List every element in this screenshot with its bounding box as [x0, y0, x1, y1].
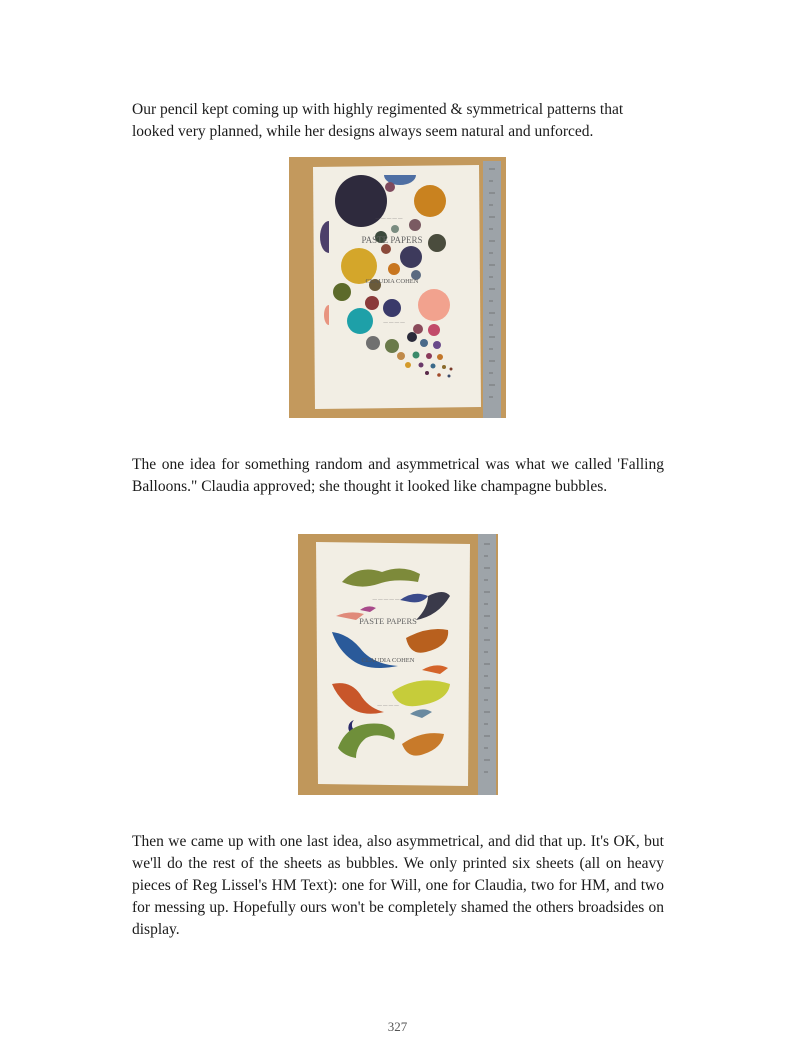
photo-falling-balloons-broadside	[289, 157, 506, 418]
photo-waves-broadside	[298, 534, 498, 795]
poster-title-2: PASTE PAPERS	[359, 616, 417, 626]
svg-text:— — — —: — — — —	[377, 702, 399, 707]
poster-name-2: CLAUDIA COHEN	[361, 657, 415, 664]
page-number: 327	[387, 1019, 408, 1034]
svg-text:— — — —: — — — —	[383, 319, 405, 324]
paragraph-1: Our pencil kept coming up with highly regimented & symmetrical patterns that looked very planned, while her designs always seem natural and unforced.	[132, 101, 624, 140]
poster-name-1: CLAUDIA COHEN	[365, 278, 419, 285]
paragraph-2: The one idea for something random and asymmetrical was what we called 'Falling Balloons." Claudia approved; she thought it looked like champagne bubbles.	[132, 456, 664, 495]
svg-text:— — — — —: — — — — —	[375, 215, 403, 220]
paragraph-3: Then we came up with one last idea, also asymmetrical, and did that up. It's OK, but we'll do the rest of the sheets as bubbles. We only printed six sheets (all on heavy pieces of Reg Lissel's HM Text): one for Will, one for Claudia, two for HM, and two for messing up. Hopefully ours won't be completely shamed the others broadsides on display.	[132, 833, 664, 938]
svg-text:— — — — —: — — — — —	[372, 596, 400, 601]
poster-title-1: PASTE PAPERS	[361, 235, 423, 245]
